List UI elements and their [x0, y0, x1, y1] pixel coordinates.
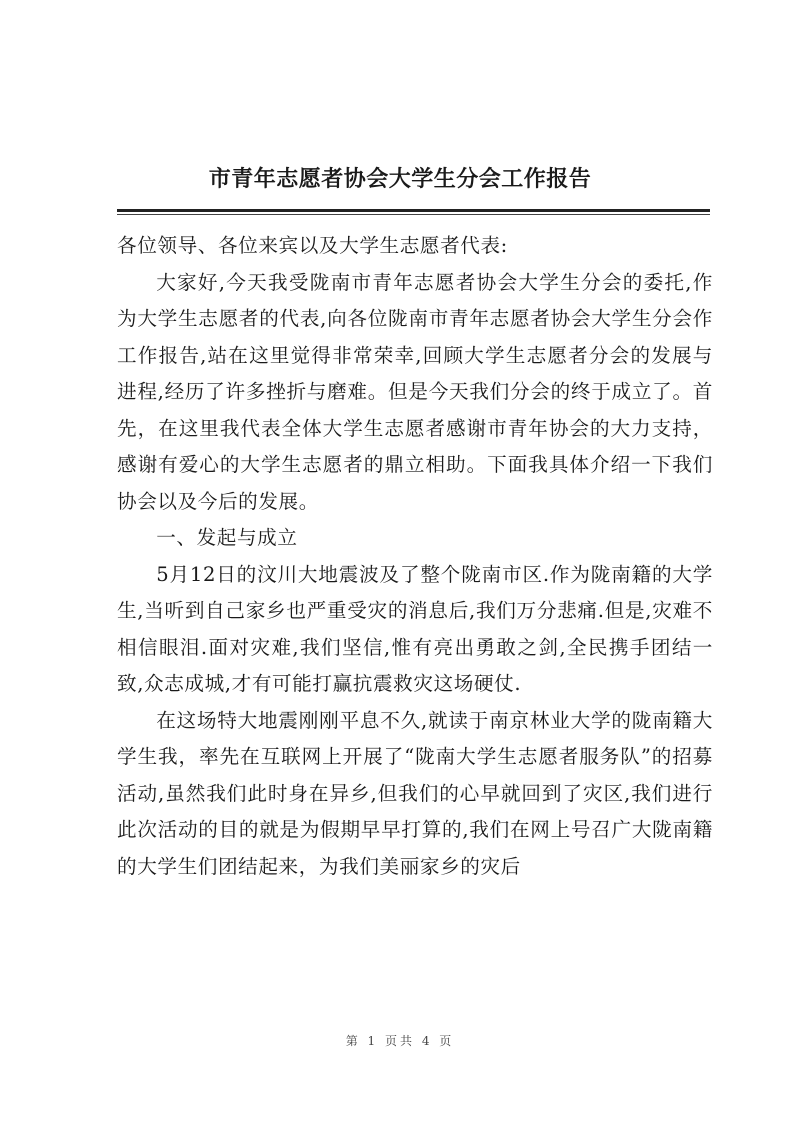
page-footer: 第 1 页共 4 页 [345, 1034, 455, 1048]
title-rule-thin [117, 214, 710, 215]
document-body [117, 228, 713, 885]
paragraph-earthquake: 5月12日的汶川大地震波及了整个陇南市区.作为陇南籍的大学生,当听到自己家乡也严重受灾的消息后,我们万分悲痛.但是,灾难不相信眼泪.面对灾难,我们坚信,惟有亮出勇敢之剑,全民携手团结一致,众志成城,才有可能打赢抗震救灾这场硬仗. [117, 562, 713, 695]
greeting: 各位领导、各位来宾以及大学生志愿者代表: [117, 234, 508, 257]
document-title: 市青年志愿者协会大学生分会工作报告 [208, 166, 592, 192]
section-heading: 一、发起与成立 [156, 526, 298, 549]
title-rule-thick [117, 209, 710, 212]
paragraph-intro: 大家好,今天我受陇南市青年志愿者协会大学生分会的委托,作为大学生志愿者的代表,向各位陇南市青年志愿者协会大学生分会作工作报告,站在这里觉得非常荣幸,回顾大学生志愿者分会的发展与进程,经历了许多挫折与磨难。但是今天我们分会的终于成立了。首先，在这里我代表全体大学生志愿者感谢市青年协会的大力支持，感谢有爱心的大学生志愿者的鼎立相助。下面我具体介绍一下我们协会以及今后的发展。 [117, 270, 713, 513]
paragraph-recruitment: 在这场特大地震刚刚平息不久,就读于南京林业大学的陇南籍大学生我，率先在互联网上开展了“陇南大学生志愿者服务队”的招募活动,虽然我们此时身在异乡,但我们的心早就回到了灾区,我们进行此次活动的目的就是为假期早早打算的,我们在网上号召广大陇南籍的大学生们团结起来，为我们美丽家乡的灾后 [117, 708, 713, 878]
